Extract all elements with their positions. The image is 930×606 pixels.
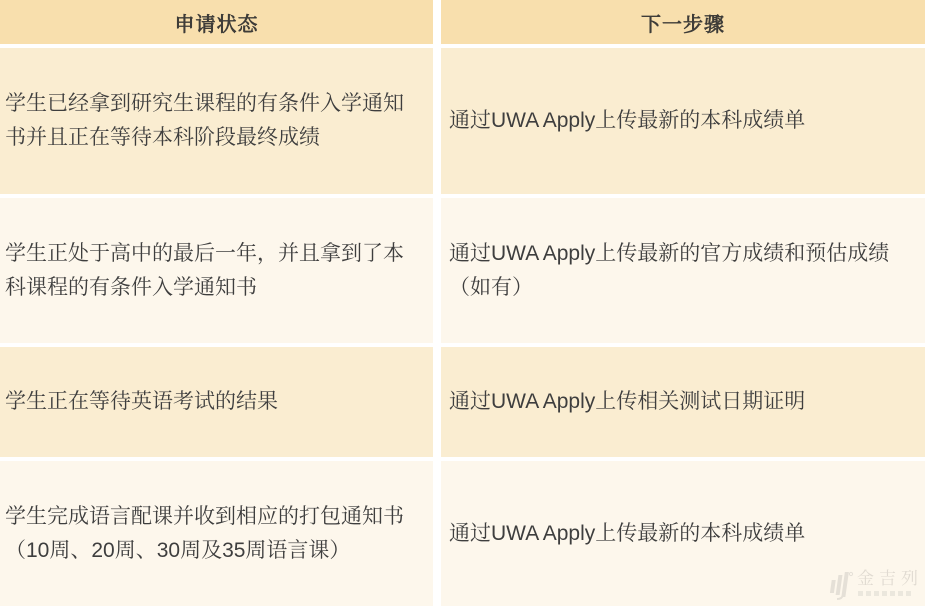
table-row-2 [0, 198, 925, 343]
watermark [830, 569, 923, 601]
status-text: 学生已经拿到研究生课程的有条件入学通知书并且正在等待本科阶段最终成绩 [5, 92, 404, 149]
watermark-tagline [857, 591, 923, 596]
table-row-1 [0, 48, 925, 194]
status-text: 学生正在等待英语考试的结果 [5, 390, 278, 413]
watermark-text-block [857, 569, 923, 596]
status-cell-4 [0, 461, 433, 606]
table-row-3 [0, 347, 925, 457]
next-step-text: 通过UWA Apply上传最新的官方成绩和预估成绩（如有） [449, 241, 890, 299]
table-row-4 [0, 461, 925, 606]
status-cell-1 [0, 48, 433, 194]
jjl-logo-icon [830, 571, 854, 601]
next-step-text: 通过UWA Apply上传相关测试日期证明 [449, 390, 806, 413]
status-text: 学生正处于高中的最后一年，并且拿到了本科课程的有条件入学通知书 [5, 241, 404, 299]
next-step-cell-1 [441, 48, 925, 194]
column-header-label: 申请状态 [174, 13, 259, 36]
status-text: 学生完成语言配课并收到相应的打包通知书（10周、20周、30周及35周语言课） [5, 504, 404, 562]
next-step-text: 通过UWA Apply上传最新的本科成绩单 [449, 521, 806, 545]
watermark-brand: 金吉列 [857, 569, 923, 588]
next-step-text: 通过UWA Apply上传最新的本科成绩单 [449, 109, 806, 132]
table-header-row [0, 0, 925, 44]
next-step-cell-3 [441, 347, 925, 457]
status-cell-2 [0, 198, 433, 343]
column-header-next-step [441, 0, 925, 44]
column-header-label: 下一步骤 [641, 13, 725, 36]
status-cell-3 [0, 347, 433, 457]
next-step-cell-2 [441, 198, 925, 343]
column-header-application-status [0, 0, 433, 44]
